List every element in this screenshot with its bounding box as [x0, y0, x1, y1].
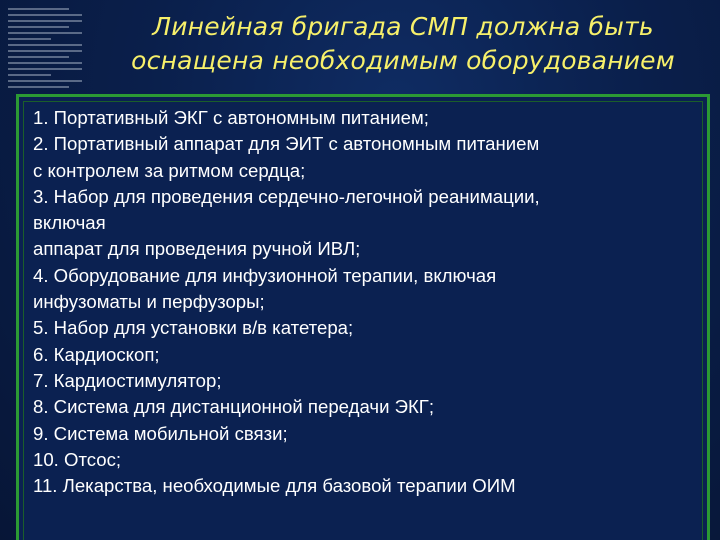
slide-title-line-1: Линейная бригада СМП должна быть — [152, 12, 654, 41]
list-line: 9. Система мобильной связи; — [33, 422, 288, 444]
list-line: с контролем за ритмом сердца; — [33, 159, 306, 181]
list-line: 5. Набор для установки в/в катетера; — [33, 317, 354, 339]
list-line: 6. Кардиоскоп; — [33, 343, 160, 365]
list-line: аппарат для проведения ручной ИВЛ; — [33, 238, 361, 260]
list-line: включая — [33, 212, 106, 234]
slide-title-line-2: оснащена необходимым оборудованием — [131, 46, 675, 75]
list-line: инфузоматы и перфузоры; — [33, 291, 265, 313]
list-line: 10. Отсос; — [33, 448, 122, 470]
equipment-list — [33, 105, 697, 499]
list-line: 8. Система для дистанционной передачи ЭКГ; — [33, 396, 435, 418]
list-line: 4. Оборудование для инфузионной терапии, включая — [33, 264, 497, 286]
list-line: 1. Портативный ЭКГ с автономным питанием; — [33, 107, 429, 128]
list-line: 2. Портативный аппарат для ЭИТ с автономным питанием — [33, 133, 540, 155]
slide-title — [98, 10, 708, 78]
content-panel — [16, 94, 710, 540]
document-thumbnail — [6, 4, 84, 88]
list-line: 7. Кардиостимулятор; — [33, 369, 222, 391]
list-line: 3. Набор для проведения сердечно-легочной реанимации, — [33, 185, 540, 207]
list-line: 11. Лекарства, необходимые для базовой терапии ОИМ — [33, 475, 516, 497]
